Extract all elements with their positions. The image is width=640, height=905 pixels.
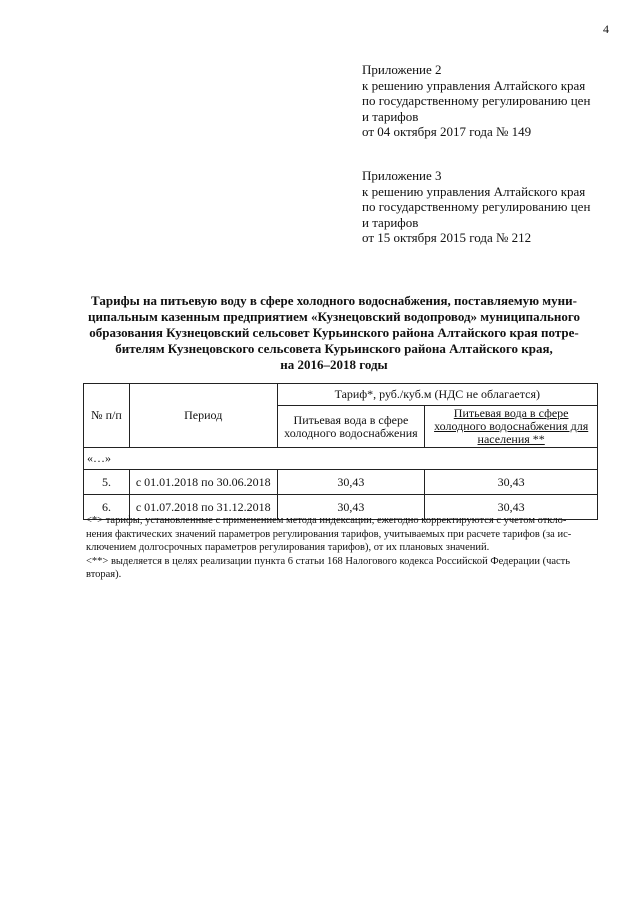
appendix-3-line: к решению управления Алтайского края <box>362 183 586 199</box>
header-drinking-water-population: Питьевая вода в сфере холодного водоснабжения для населения ** <box>425 406 598 448</box>
tariff-table <box>83 383 598 520</box>
header-number: № п/п <box>84 384 130 448</box>
footnotes <box>86 514 596 582</box>
footnote-line: нения фактических значений параметров регулирования тарифов, учитываемых при расчете тарифов (за ис- <box>86 528 572 540</box>
appendix-2-line: по государственному регулированию цен <box>362 93 591 108</box>
row-tariff-2: 30,43 <box>425 470 598 495</box>
page-number: 4 <box>603 22 609 36</box>
row-period: с 01.07.2018 по 31.12.2018 <box>129 495 277 520</box>
footnote-line: <*> тарифы, установленные с применением метода индексации, ежегодно корректируются с учетом откло- <box>86 515 567 526</box>
appendix-3-block <box>362 168 590 246</box>
table-row <box>84 470 598 495</box>
appendix-2-line: и тарифов <box>362 108 419 124</box>
title-line: образования Кузнецовский сельсовет Курьинского района Алтайского края потре- <box>89 325 579 340</box>
row-number: 5. <box>84 470 130 495</box>
title-line: Тарифы на питьевую воду в сфере холодного водоснабжения, поставляемую муни- <box>91 293 577 308</box>
appendix-2-line: Приложение 2 <box>362 62 442 77</box>
appendix-3-line: и тарифов <box>362 214 419 230</box>
appendix-3-line: от 15 октября 2015 года № 212 <box>362 230 532 245</box>
header-period: Период <box>129 384 277 448</box>
appendix-3-line: Приложение 3 <box>362 168 442 183</box>
appendix-2-line: от 04 октября 2017 года № 149 <box>362 124 532 139</box>
appendix-2-block <box>362 62 590 140</box>
appendix-2-line: к решению управления Алтайского края <box>362 77 586 93</box>
row-tariff-1: 30,43 <box>277 495 425 520</box>
omitted-rows-marker: «…» <box>84 448 598 470</box>
title-line: ципальным казенным предприятием «Кузнецовский водопровод» муниципального <box>88 309 580 324</box>
title-line: на 2016–2018 годы <box>280 357 388 372</box>
document-title <box>72 293 596 373</box>
appendix-3-line: по государственному регулированию цен <box>362 199 591 214</box>
row-tariff-2: 30,43 <box>425 495 598 520</box>
row-period: с 01.01.2018 по 30.06.2018 <box>129 470 277 495</box>
footnote-line: <**> выделяется в целях реализации пункта 6 статьи 168 Налогового кодекса Российской Федерации (часть <box>86 555 571 567</box>
footnote-line: ключением долгосрочных параметров регулирования тарифов), от их плановых значений. <box>86 542 490 553</box>
header-tariff: Тариф*, руб./куб.м (НДС не облагается) <box>277 384 597 406</box>
header-drinking-water: Питьевая вода в сфере холодного водоснабжения <box>277 406 425 448</box>
row-number: 6. <box>84 495 130 520</box>
title-line: бителям Кузнецовского сельсовета Курьинского района Алтайского края, <box>115 341 553 356</box>
row-tariff-1: 30,43 <box>277 470 425 495</box>
footnote-line: вторая). <box>86 569 122 580</box>
